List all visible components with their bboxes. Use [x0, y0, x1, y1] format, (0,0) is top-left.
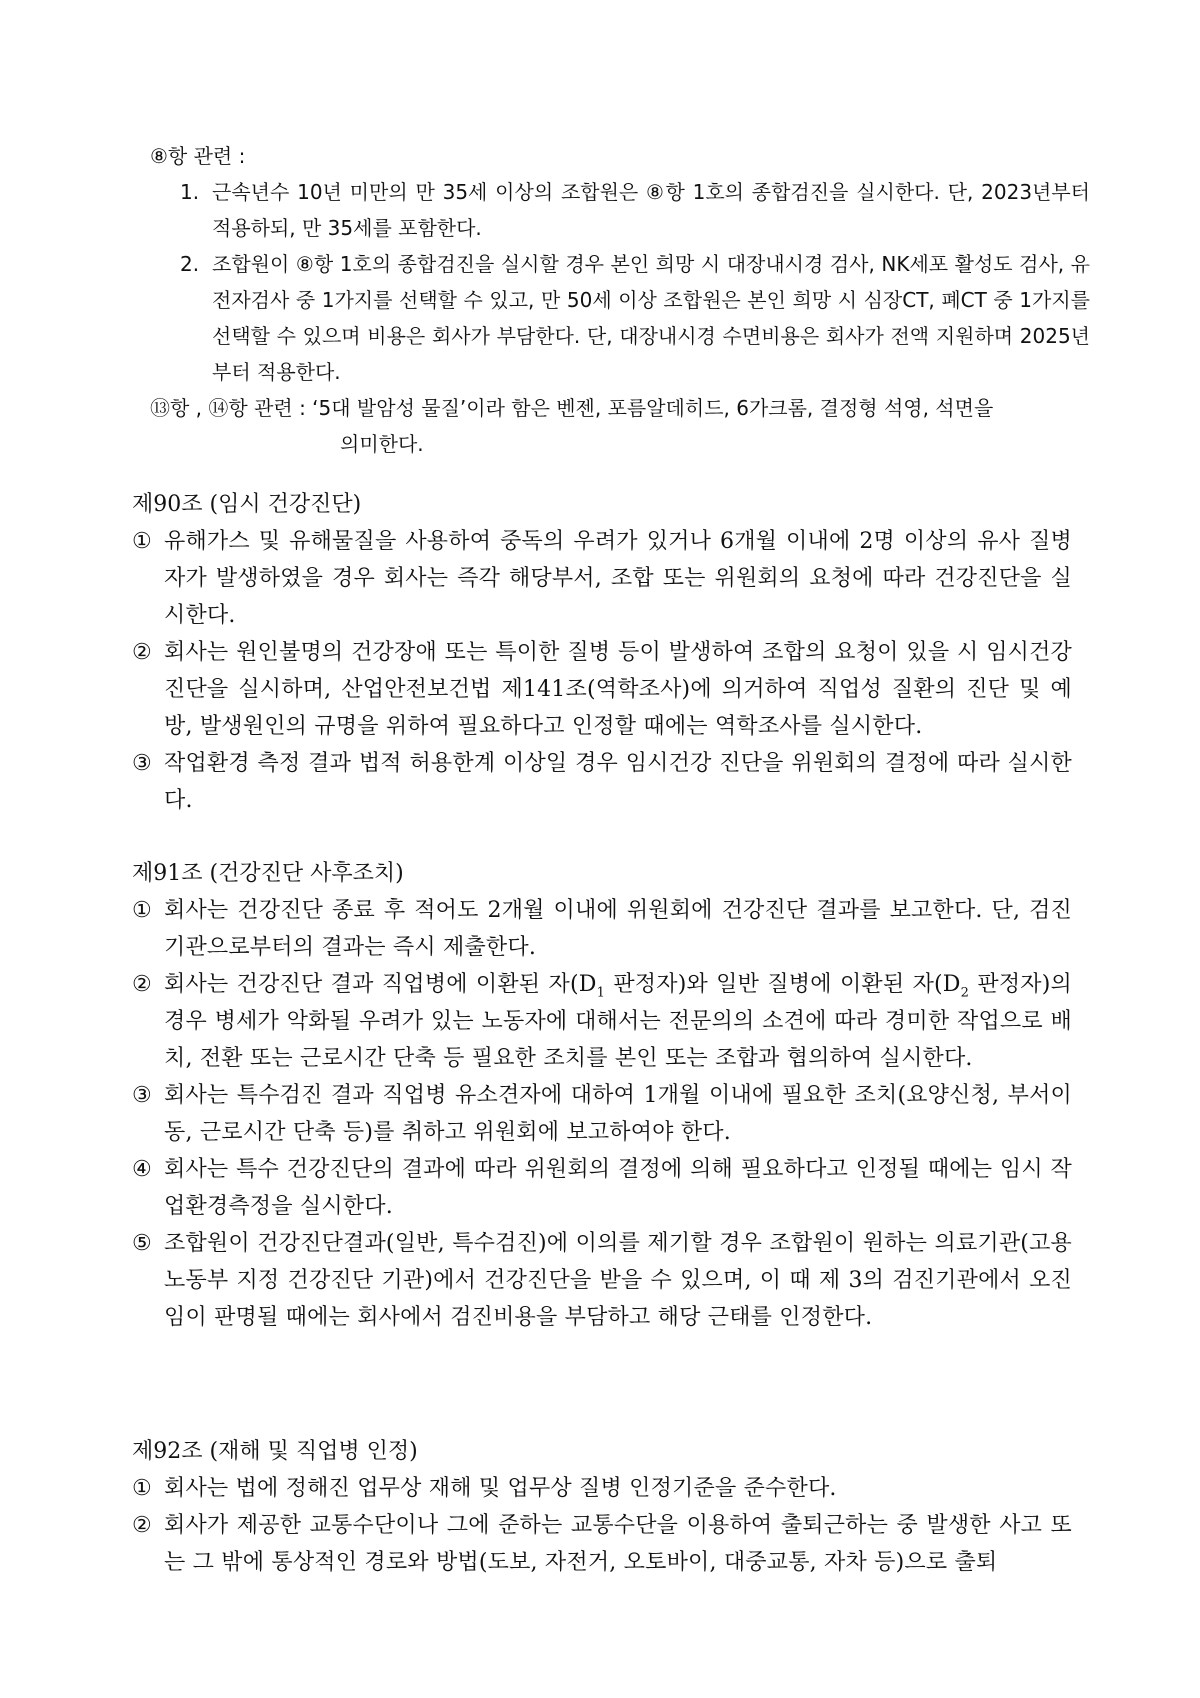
clause-text: 회사는 원인불명의 건강장애 또는 특이한 질병 등이 발생하여 조합의 요청이 있을 시 임시건강진단을 실시하며, 산업안전보건법 제141조(역학조사)에 의거하여 직업성 질환의 진단 및 예방, 발생원인의 규명을 위하여 필요하다고 인정할 때에는 역학조사를 실시한다.	[164, 640, 1072, 739]
clause-number: ①	[132, 1476, 152, 1501]
clause-number: ①	[132, 529, 152, 554]
clause-text-part: 판정자)와 일반 질병에 이환된 자(D	[605, 972, 961, 997]
clause-number: ②	[132, 1513, 152, 1538]
note-heading: ⑧항 관련 :	[150, 144, 246, 168]
clause	[132, 966, 1072, 1077]
article-title: 제92조 (재해 및 직업병 인정)	[132, 1439, 418, 1464]
note-list	[150, 174, 1090, 390]
clause-number: ③	[132, 1083, 152, 1108]
article-title: 제90조 (임시 건강진단)	[132, 492, 362, 517]
clause	[132, 1077, 1072, 1151]
clause	[132, 745, 1072, 819]
article-92	[132, 1433, 1072, 1581]
article-91	[132, 855, 1072, 1336]
clause-text-part: 판정자)의 경우 병세가 악화될 우려가 있는 노동자에 대해서는 전문의의 소견에 따라 경미한 작업으로 배치, 전환 또는 근로시간 단축 등 필요한 조치를 본인 또는 조합과 협의하여 실시한다.	[164, 972, 1072, 1071]
article-90	[132, 486, 1072, 819]
note-item-text: 근속년수 10년 미만의 만 35세 이상의 조합원은 ⑧항 1호의 종합검진을 실시한다. 단, 2023년부터 적용하되, 만 35세를 포함한다.	[212, 180, 1090, 240]
clause-text-part: 회사는 건강진단 결과 직업병에 이환된 자(D	[164, 972, 597, 997]
note-range	[150, 390, 1090, 462]
clause-number: ③	[132, 751, 152, 776]
clause-text: 회사는 특수 건강진단의 결과에 따라 위원회의 결정에 의해 필요하다고 인정될 때에는 임시 작업환경측정을 실시한다.	[164, 1157, 1072, 1219]
clause-text: 회사는 법에 정해진 업무상 재해 및 업무상 질병 인정기준을 준수한다.	[164, 1476, 837, 1501]
clause	[132, 1225, 1072, 1336]
note-range-text-continued: 의미한다.	[340, 432, 424, 456]
clause	[132, 1151, 1072, 1225]
subscript: 2	[960, 985, 970, 1001]
clause-number: ②	[132, 972, 152, 997]
note-item-number: 1.	[180, 180, 200, 204]
note-item-number: 2.	[180, 252, 200, 276]
clause	[132, 1470, 1072, 1507]
clause	[132, 892, 1072, 966]
clause-text: 회사는 특수검진 결과 직업병 유소견자에 대하여 1개월 이내에 필요한 조치(요양신청, 부서이동, 근로시간 단축 등)를 취하고 위원회에 보고하여야 한다.	[164, 1083, 1072, 1145]
clause-number: ④	[132, 1157, 152, 1182]
clause-text: 조합원이 건강진단결과(일반, 특수검진)에 이의를 제기할 경우 조합원이 원하는 의료기관(고용노동부 지정 건강진단 기관)에서 건강진단을 받을 수 있으며, 이 때 제 3의 검진기관에서 오진임이 판명될 때에는 회사에서 검진비용을 부담하고 해당 근태를 인정한다.	[164, 1231, 1072, 1330]
clause-number: ①	[132, 898, 152, 923]
clause-text: 작업환경 측정 결과 법적 허용한계 이상일 경우 임시건강 진단을 위원회의 결정에 따라 실시한다.	[164, 751, 1072, 813]
subscript: 1	[596, 985, 606, 1001]
clause	[132, 523, 1072, 634]
note-item-text: 조합원이 ⑧항 1호의 종합검진을 실시할 경우 본인 희망 시 대장내시경 검사, NK세포 활성도 검사, 유전자검사 중 1가지를 선택할 수 있고, 만 50세 이상 조합원은 본인 희망 시 심장CT, 폐CT 중 1가지를 선택할 수 있으며 비용은 회사가 부담한다. 단, 대장내시경 수면비용은 회사가 전액 지원하며 2025년부터 적용한다.	[212, 252, 1090, 384]
note-range-label: ⑬항 , ⑭항 관련 :	[150, 396, 306, 420]
clause-text	[164, 972, 1072, 1071]
note-item	[150, 174, 1090, 246]
clause-number: ⑤	[132, 1231, 152, 1256]
clause-text: 유해가스 및 유해물질을 사용하여 중독의 우려가 있거나 6개월 이내에 2명 이상의 유사 질병자가 발생하였을 경우 회사는 즉각 해당부서, 조합 또는 위원회의 요청에 따라 건강진단을 실시한다.	[164, 529, 1072, 628]
article-title: 제91조 (건강진단 사후조치)	[132, 861, 404, 886]
note-block	[150, 138, 1090, 462]
clause-text: 회사는 건강진단 종료 후 적어도 2개월 이내에 위원회에 건강진단 결과를 보고한다. 단, 검진기관으로부터의 결과는 즉시 제출한다.	[164, 898, 1072, 960]
clause	[132, 1507, 1072, 1581]
clause-text: 회사가 제공한 교통수단이나 그에 준하는 교통수단을 이용하여 출퇴근하는 중 발생한 사고 또는 그 밖에 통상적인 경로와 방법(도보, 자전거, 오토바이, 대중교통, 자차 등)으로 출퇴	[164, 1513, 1072, 1575]
clause	[132, 634, 1072, 745]
clause-number: ②	[132, 640, 152, 665]
note-range-text: ‘5대 발암성 물질’이라 함은 벤젠, 포름알데히드, 6가크롬, 결정형 석영, 석면을	[312, 396, 994, 420]
note-item	[150, 246, 1090, 390]
